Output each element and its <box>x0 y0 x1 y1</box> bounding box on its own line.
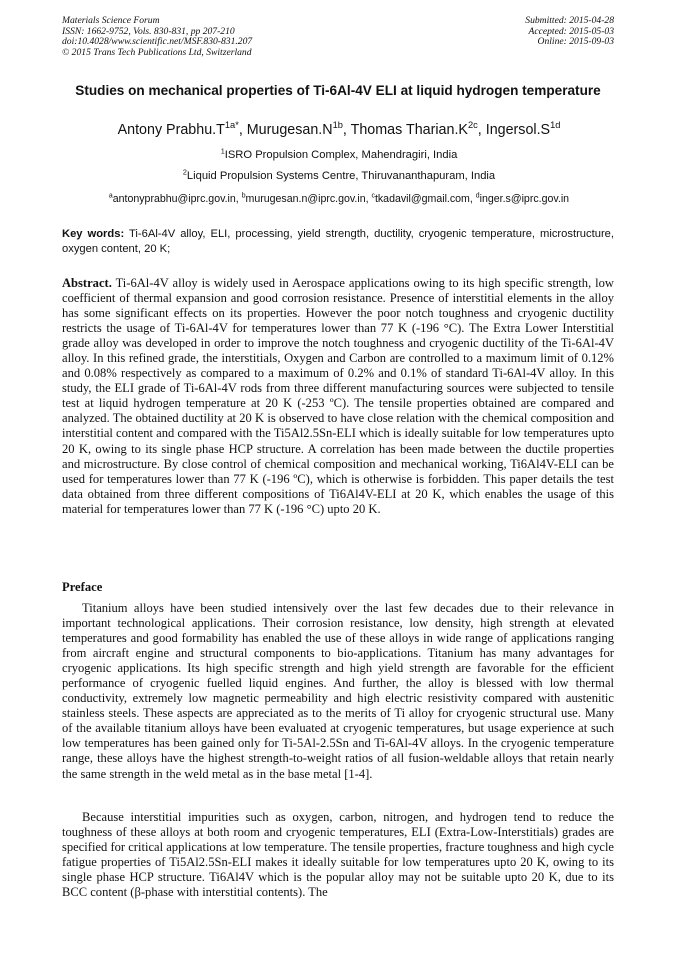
email-link[interactable]: antonyprabhu@iprc.gov.in <box>112 193 236 205</box>
email-mark: a <box>108 192 113 200</box>
abstract-section <box>62 276 614 517</box>
email-mark: b <box>241 192 246 200</box>
paper-title: Studies on mechanical properties of Ti-6Al-4V ELI at liquid hydrogen temperature <box>75 83 601 98</box>
author-name: Antony Prabhu.T <box>117 122 225 138</box>
affiliation-text: ISRO Propulsion Complex, Mahendragiri, India <box>224 149 458 161</box>
email-mark: c <box>371 192 375 200</box>
email-mark: d <box>475 192 480 200</box>
preface-heading: Preface <box>62 580 103 594</box>
keywords-section <box>62 227 614 256</box>
keywords-label: Key words: <box>62 228 125 240</box>
doi-line: doi:10.4028/www.scientific.net/MSF.830-831.207 <box>62 36 253 48</box>
submitted-date: Submitted: 2015-04-28 <box>525 15 614 26</box>
email-link[interactable]: tkadavil@gmail.com <box>374 193 470 205</box>
preface-paragraph: Because interstitial impurities such as oxygen, carbon, nitrogen, and hydrogen tend to reduce the toughness of these alloys at both room and cryogenic temperatures, ELI (Extra-Low-Interstitials) grades are specified for critical applications at low temperature. The tensile properties, fracture toughness and high cycle fatigue properties of Ti5Al2.5Sn-ELI makes it ideally suitable for low temperatures upto 20 K, owing to its single phase HCP structure. Ti6Al4V which is the popular alloy may not be suitable upto 20 K, due to its BCC content (β-phase with interstitial contents). The <box>62 810 614 900</box>
author-name: Murugesan.N <box>246 122 333 138</box>
abstract-text: Ti-6Al-4V alloy is widely used in Aerospace applications owing to its high specific strength, low coefficient of thermal expansion and good corrosion resistance. Presence of interstitial elements in the alloy has some significant effects on its properties. However the poor notch toughness and cryogenic ductility restricts the usage of Ti-6Al-4V for temperatures lower than 77 K (-196 °C). The Extra Lower Interstitial grade alloy was developed in order to improve the notch toughness and cryogenic ductility of the Ti-6Al-4V alloy. In this refined grade, the interstitials, Oxygen and Carbon are controlled to a maximum limit of 0.12% and 0.08% respectively as compared to a maximum of 0.2% and 0.1% of standard Ti-6Al-4V alloy. In this study, the ELI grade of Ti-6Al-4V rods from three different manufacturing sources were subjected to tensile test at liquid hydrogen temperature at 20 K (-253 ºC). The tensile properties obtained are compared and analyzed. The obtained ductility at 20 K is observed to have close relation with the chemical composition and interstitial content and compared with the Ti5Al2.5Sn-ELI which is ideally suitable for low temperatures upto 20 K, owing to its single phase HCP structure. A correlation has been made between the ductile properties and microstructure. By close control of chemical composition and mechanical working, Ti6Al4V-ELI can be used for temperatures lower than 77 K (-196 ºC), which is otherwise is forbidden. This paper details the test data obtained from three different compositions of Ti6Al4V-ELI at 20 K, which enables the usage of this material for temperatures lower than 77 K (-196 °C) upto 20 K. <box>62 276 614 516</box>
copyright-line: © 2015 Trans Tech Publications Ltd, Switzerland <box>62 46 252 58</box>
affiliation-2 <box>40 169 638 183</box>
email-link[interactable]: murugesan.n@iprc.gov.in <box>245 193 366 205</box>
journal-name: Materials Science Forum <box>62 15 160 26</box>
affiliation-mark: 2 <box>182 167 187 177</box>
issn-line: ISSN: 1662-9752, Vols. 830-831, pp 207-210 <box>62 25 235 37</box>
accepted-date: Accepted: 2015-05-03 <box>528 25 614 37</box>
keywords-text: Ti-6Al-4V alloy, ELI, processing, yield strength, ductility, cryogenic temperature, microstructure, oxygen content, 20 K; <box>62 228 614 255</box>
abstract-label: Abstract. <box>62 276 112 290</box>
author-name: Thomas Tharian.K <box>350 122 468 138</box>
author-name: Ingersol.S <box>485 122 551 138</box>
affiliation-mark: 1 <box>220 146 225 156</box>
email-list: $^a$antonyprabhu@iprc.gov.in, $^b$murugesan.n@iprc.gov.in, $^c$tkadavil@gmail.com, $^d$inger.s@iprc.gov.in <box>108 192 570 205</box>
preface-paragraph: Titanium alloys have been studied intensively over the last few decades due to their relevance in important technological applications. Their corrosion resistance, low density, high strength at elevated temperatures and good formability has enabled the use of these alloys in wide range of applications ranging from aircraft engine and structural components to bio-applications. Titanium has many advantages for cryogenic applications. Its high specific strength and high yield strength are favorable for the efficient performance of cryogenic fuelled liquid engines. And further, the alloy is blessed with low thermal conductivity, extremely low magnetic permeability and high electric resistivity compared with austenitic stainless steels. These aspects are appreciated as to the merits of Ti alloy for cryogenic structural use. Many of the available titanium alloys have been evaluated at cryogenic temperatures, but usage experience at such low temperatures has been gained only for Ti-5Al-2.5Sn and Ti-6Al-4V alloys. In the cryogenic temperature range, these alloys have the highest strength-to-weight ratios of all fusion-weldable alloys that retain nearly the same strength in the weld metal as in the base metal [1-4]. <box>62 601 614 781</box>
author-affiliation-mark: 1a* <box>224 120 239 131</box>
author-affiliation-mark: 1b <box>332 120 343 131</box>
affiliation-1 <box>40 148 638 162</box>
author-affiliation-mark: 1d <box>550 120 561 131</box>
dates-header <box>525 16 614 48</box>
journal-header <box>62 16 252 58</box>
online-date: Online: 2015-09-03 <box>537 36 614 48</box>
author-affiliation-mark: 2c <box>467 120 478 131</box>
author-list: Antony $Prabhu.T^{1a*}$, $Murugesan.N^{1b}$, Thomas $Tharian.K^{2c}$, $Ingersol.S^{1d}$ <box>117 120 561 138</box>
affiliation-text: Liquid Propulsion Systems Centre, Thiruvananthapuram, India <box>186 170 496 182</box>
email-link[interactable]: inger.s@iprc.gov.in <box>479 193 570 205</box>
